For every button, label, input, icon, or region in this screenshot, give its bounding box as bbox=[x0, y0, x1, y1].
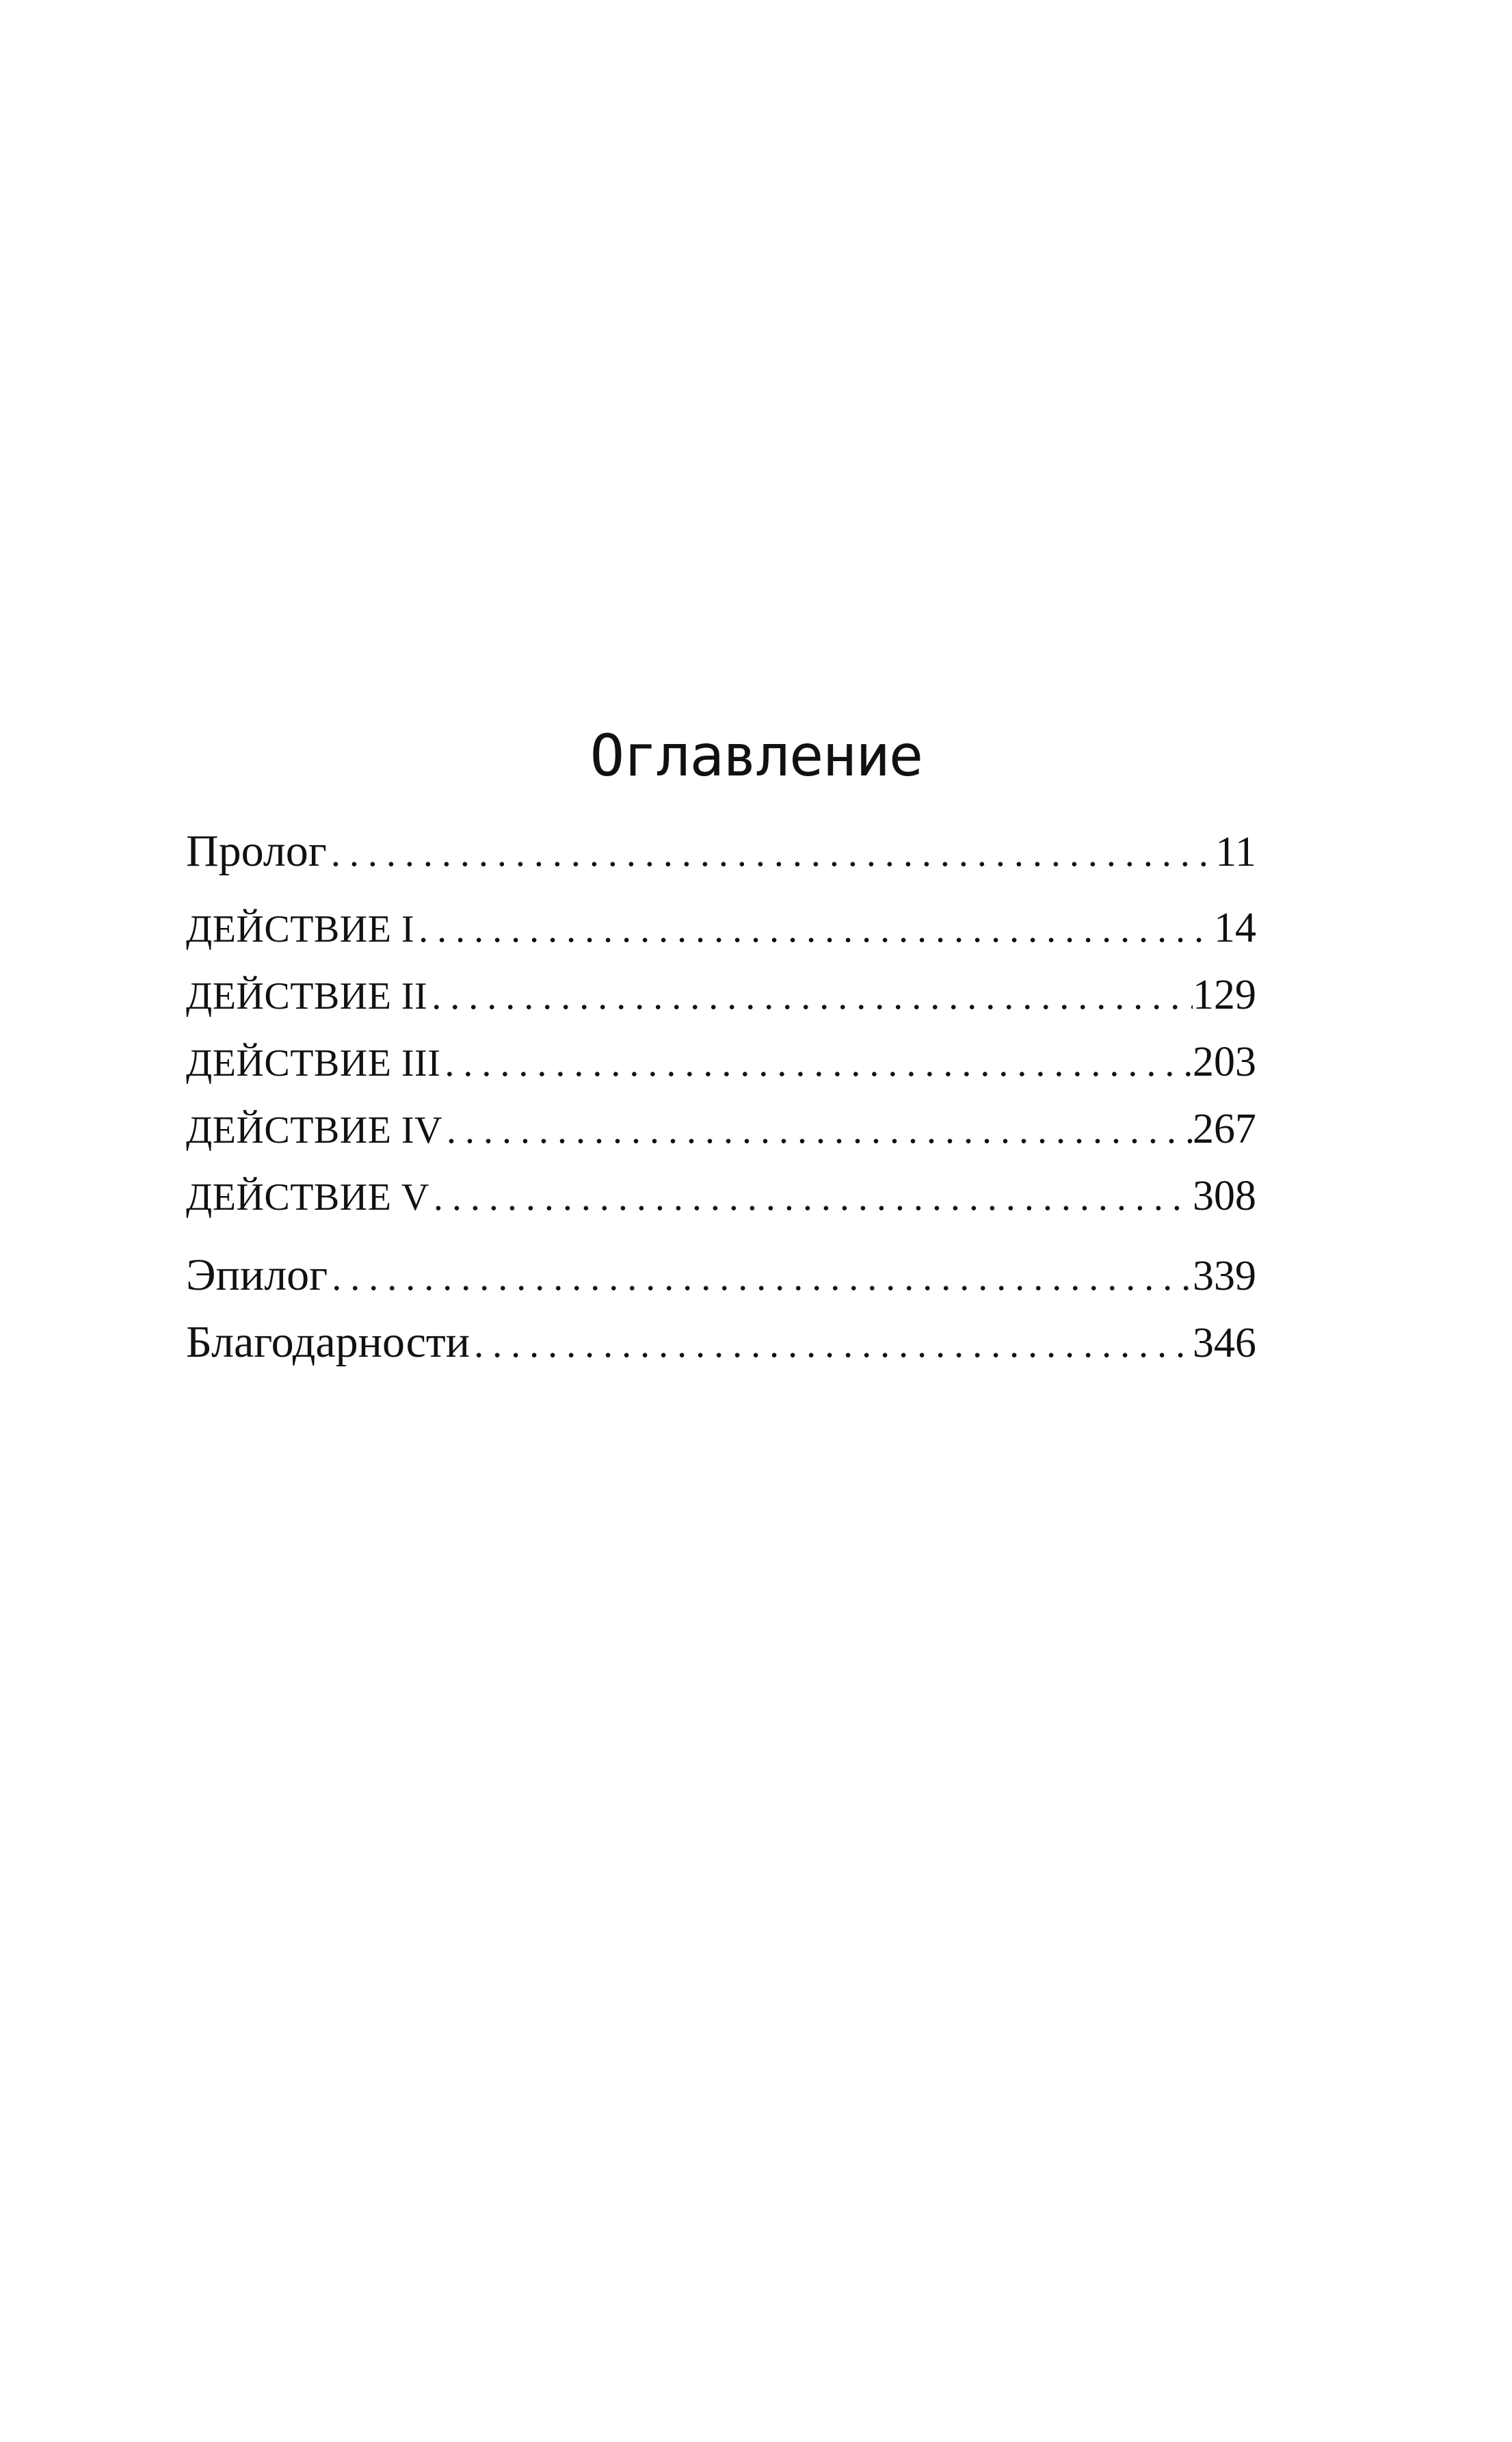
toc-entry-label: ДЕЙСТВИЕ I bbox=[186, 908, 415, 951]
toc-entry-epilogue[interactable] bbox=[186, 1245, 1256, 1306]
toc-entry-act-2[interactable] bbox=[186, 964, 1256, 1026]
toc-entry-label: ДЕЙСТВИЕ III bbox=[186, 1042, 441, 1085]
toc-entry-page: 346 bbox=[1193, 1320, 1256, 1366]
toc-entry-label: Благодарности bbox=[186, 1317, 470, 1367]
dot-leader bbox=[440, 1033, 1193, 1094]
toc-entry-act-5[interactable] bbox=[186, 1165, 1256, 1227]
dot-leader bbox=[470, 1314, 1193, 1375]
dot-leader bbox=[442, 1100, 1193, 1161]
dot-leader bbox=[327, 823, 1215, 884]
toc-entry-label: Пролог bbox=[186, 826, 327, 876]
dot-leader bbox=[328, 1247, 1193, 1308]
toc-entry-page: 339 bbox=[1193, 1253, 1256, 1299]
toc-entry-label: ДЕЙСТВИЕ V bbox=[186, 1176, 429, 1219]
toc-entry-page: 14 bbox=[1214, 905, 1256, 951]
toc-entry-page: 129 bbox=[1193, 972, 1256, 1018]
toc-entry-acknowledgements[interactable] bbox=[186, 1312, 1256, 1373]
toc-entry-label: Эпилог bbox=[186, 1250, 328, 1300]
page-title: Оглавление bbox=[589, 722, 923, 789]
toc-entry-act-4[interactable] bbox=[186, 1098, 1256, 1160]
toc-entry-page: 308 bbox=[1193, 1173, 1256, 1219]
toc-entry-act-3[interactable] bbox=[186, 1031, 1256, 1093]
toc-entry-label: ДЕЙСТВИЕ IV bbox=[186, 1109, 442, 1152]
toc-entry-act-1[interactable] bbox=[186, 897, 1256, 959]
toc-entry-label: ДЕЙСТВИЕ II bbox=[186, 975, 428, 1018]
toc-entry-page: 11 bbox=[1215, 829, 1256, 875]
dot-leader bbox=[414, 899, 1214, 960]
dot-leader bbox=[427, 966, 1193, 1027]
toc-entry-prologue[interactable] bbox=[186, 821, 1256, 882]
toc-entry-page: 203 bbox=[1193, 1039, 1256, 1085]
toc-entry-page: 267 bbox=[1193, 1106, 1256, 1152]
dot-leader bbox=[429, 1167, 1193, 1228]
